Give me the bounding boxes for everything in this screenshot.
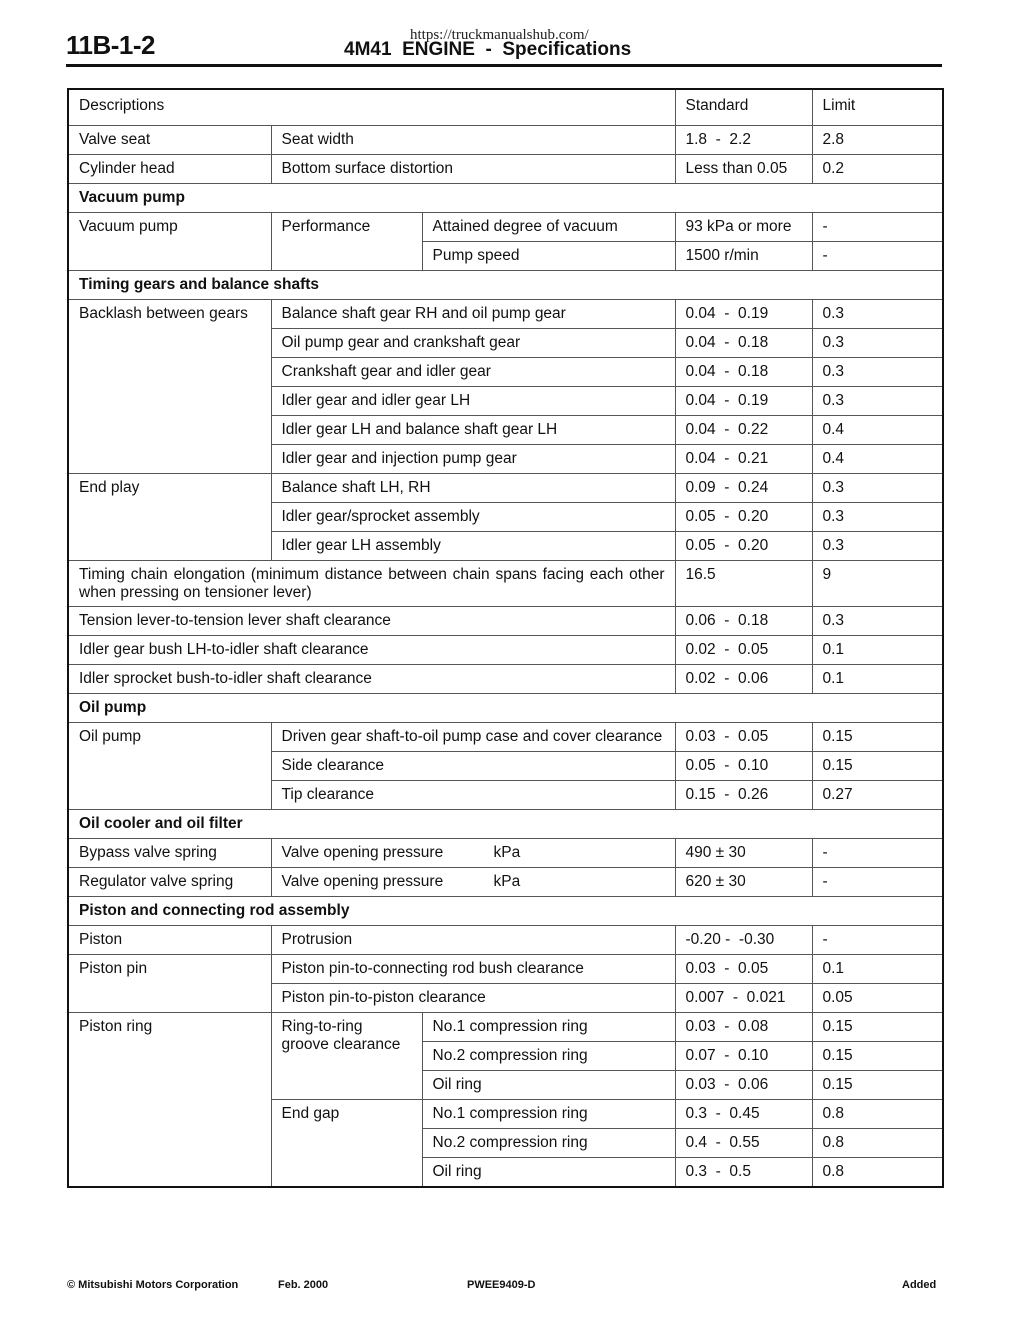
limit-cell: 0.3 — [812, 503, 943, 532]
param-cell: Idler gear/sprocket assembly — [271, 503, 675, 532]
param-cell: Idler gear LH and balance shaft gear LH — [271, 416, 675, 445]
limit-cell: 0.15 — [812, 1013, 943, 1042]
header-descriptions: Descriptions — [68, 89, 675, 126]
sub-param-cell: No.2 compression ring — [422, 1129, 675, 1158]
item-cell: Piston pin — [68, 955, 271, 1013]
item-cell: Backlash between gears — [68, 300, 271, 474]
param-cell: Protrusion — [271, 926, 675, 955]
limit-cell: 0.3 — [812, 329, 943, 358]
footer-status: Added — [902, 1279, 937, 1291]
standard-cell: 0.03 - 0.05 — [675, 955, 812, 984]
sub-param-cell: Pump speed — [422, 242, 675, 271]
limit-cell: 0.15 — [812, 752, 943, 781]
section-row — [68, 694, 943, 723]
footer-code: PWEE9409-D — [467, 1279, 536, 1291]
standard-cell: 0.02 - 0.05 — [675, 636, 812, 665]
limit-cell: 0.8 — [812, 1129, 943, 1158]
param-cell: Seat width — [271, 126, 675, 155]
standard-cell: Less than 0.05 — [675, 155, 812, 184]
specifications-table — [67, 88, 944, 1188]
table-row — [68, 474, 943, 503]
standard-cell: 0.05 - 0.20 — [675, 503, 812, 532]
standard-cell: 490 ± 30 — [675, 839, 812, 868]
table-row — [68, 213, 943, 242]
table-row — [68, 665, 943, 694]
standard-cell: 0.04 - 0.19 — [675, 300, 812, 329]
section-row — [68, 271, 943, 300]
sub-param-cell: No.1 compression ring — [422, 1100, 675, 1129]
param-cell — [271, 868, 675, 897]
standard-cell: 16.5 — [675, 561, 812, 607]
standard-cell: 0.04 - 0.19 — [675, 387, 812, 416]
table-row — [68, 1013, 943, 1042]
item-cell: Bypass valve spring — [68, 839, 271, 868]
limit-cell: 9 — [812, 561, 943, 607]
item-cell: Oil pump — [68, 723, 271, 810]
page-number: 11B-1-2 — [66, 30, 155, 60]
table-header-row — [68, 89, 943, 126]
item-cell: End play — [68, 474, 271, 561]
standard-cell: 0.07 - 0.10 — [675, 1042, 812, 1071]
limit-cell: 0.2 — [812, 155, 943, 184]
standard-cell: 0.03 - 0.08 — [675, 1013, 812, 1042]
standard-cell: 1.8 - 2.2 — [675, 126, 812, 155]
table-row — [68, 300, 943, 329]
limit-cell: - — [812, 213, 943, 242]
param-cell: End gap — [271, 1100, 422, 1188]
description-cell: Tension lever-to-tension lever shaft clearance — [68, 607, 675, 636]
limit-cell: 0.1 — [812, 636, 943, 665]
section-row — [68, 897, 943, 926]
table-row — [68, 926, 943, 955]
standard-cell: 0.007 - 0.021 — [675, 984, 812, 1013]
param-cell: Oil pump gear and crankshaft gear — [271, 329, 675, 358]
param-cell: Piston pin-to-connecting rod bush clearance — [271, 955, 675, 984]
item-cell: Piston ring — [68, 1013, 271, 1188]
param-cell: Idler gear LH assembly — [271, 532, 675, 561]
limit-cell: 2.8 — [812, 126, 943, 155]
param-cell: Driven gear shaft-to-oil pump case and cover clearance — [271, 723, 675, 752]
sub-param-cell: No.1 compression ring — [422, 1013, 675, 1042]
limit-cell: 0.8 — [812, 1158, 943, 1188]
limit-cell: 0.3 — [812, 532, 943, 561]
limit-cell: 0.4 — [812, 416, 943, 445]
standard-cell: 0.15 - 0.26 — [675, 781, 812, 810]
sub-param-cell: No.2 compression ring — [422, 1042, 675, 1071]
standard-cell: 0.3 - 0.45 — [675, 1100, 812, 1129]
section-title: Timing gears and balance shafts — [68, 271, 943, 300]
table-row — [68, 607, 943, 636]
param-cell: Piston pin-to-piston clearance — [271, 984, 675, 1013]
limit-cell: 0.3 — [812, 607, 943, 636]
table-row — [68, 955, 943, 984]
footer-date: Feb. 2000 — [278, 1279, 329, 1291]
limit-cell: 0.1 — [812, 665, 943, 694]
table-row — [68, 155, 943, 184]
param-cell: Balance shaft gear RH and oil pump gear — [271, 300, 675, 329]
header-limit: Limit — [812, 89, 943, 126]
limit-cell: 0.15 — [812, 723, 943, 752]
limit-cell: 0.27 — [812, 781, 943, 810]
section-title: Oil cooler and oil filter — [68, 810, 943, 839]
table-row — [68, 636, 943, 665]
table-row — [68, 839, 943, 868]
header-rule — [66, 64, 942, 67]
limit-cell: - — [812, 868, 943, 897]
limit-cell: 0.15 — [812, 1071, 943, 1100]
limit-cell: - — [812, 242, 943, 271]
standard-cell: 0.04 - 0.18 — [675, 358, 812, 387]
limit-cell: - — [812, 926, 943, 955]
limit-cell: 0.3 — [812, 474, 943, 503]
limit-cell: 0.3 — [812, 387, 943, 416]
standard-cell: 0.4 - 0.55 — [675, 1129, 812, 1158]
item-cell: Regulator valve spring — [68, 868, 271, 897]
standard-cell: -0.20 - -0.30 — [675, 926, 812, 955]
param-cell: Ring-to-ring groove clearance — [271, 1013, 422, 1100]
sub-param-cell: Oil ring — [422, 1071, 675, 1100]
table-row — [68, 126, 943, 155]
standard-cell: 0.3 - 0.5 — [675, 1158, 812, 1188]
limit-cell: 0.05 — [812, 984, 943, 1013]
unit-label: kPa — [493, 873, 521, 890]
standard-cell: 0.04 - 0.22 — [675, 416, 812, 445]
table-row — [68, 868, 943, 897]
section-row — [68, 184, 943, 213]
section-title: Vacuum pump — [68, 184, 943, 213]
standard-cell: 0.03 - 0.06 — [675, 1071, 812, 1100]
unit-label: kPa — [493, 844, 521, 861]
limit-cell: - — [812, 839, 943, 868]
standard-cell: 0.09 - 0.24 — [675, 474, 812, 503]
limit-cell: 0.1 — [812, 955, 943, 984]
limit-cell: 0.3 — [812, 300, 943, 329]
description-cell: Idler gear bush LH-to-idler shaft clearance — [68, 636, 675, 665]
param-cell: Performance — [271, 213, 422, 271]
param-cell — [271, 839, 675, 868]
standard-cell: 0.03 - 0.05 — [675, 723, 812, 752]
description-cell: Idler sprocket bush-to-idler shaft clearance — [68, 665, 675, 694]
param-cell: Balance shaft LH, RH — [271, 474, 675, 503]
description-cell: Timing chain elongation (minimum distance between chain spans facing each other when pressing on tensioner lever) — [68, 561, 675, 607]
page-title: 4M41 ENGINE - Specifications — [344, 39, 632, 60]
section-title: Piston and connecting rod assembly — [68, 897, 943, 926]
source-url: https://truckmanualshub.com/ — [410, 27, 589, 43]
standard-cell: 0.04 - 0.21 — [675, 445, 812, 474]
limit-cell: 0.3 — [812, 358, 943, 387]
standard-cell: 0.05 - 0.20 — [675, 532, 812, 561]
table-row — [68, 561, 943, 607]
standard-cell: 0.06 - 0.18 — [675, 607, 812, 636]
section-title: Oil pump — [68, 694, 943, 723]
item-cell: Cylinder head — [68, 155, 271, 184]
param-label: Valve opening pressure — [281, 873, 444, 890]
param-cell: Tip clearance — [271, 781, 675, 810]
sub-param-cell: Oil ring — [422, 1158, 675, 1188]
standard-cell: 0.04 - 0.18 — [675, 329, 812, 358]
limit-cell: 0.8 — [812, 1100, 943, 1129]
param-cell: Crankshaft gear and idler gear — [271, 358, 675, 387]
standard-cell: 0.02 - 0.06 — [675, 665, 812, 694]
footer-copyright: © Mitsubishi Motors Corporation — [67, 1279, 239, 1291]
header-standard: Standard — [675, 89, 812, 126]
table-row — [68, 723, 943, 752]
param-cell: Bottom surface distortion — [271, 155, 675, 184]
standard-cell: 0.05 - 0.10 — [675, 752, 812, 781]
standard-cell: 93 kPa or more — [675, 213, 812, 242]
standard-cell: 620 ± 30 — [675, 868, 812, 897]
param-cell: Idler gear and idler gear LH — [271, 387, 675, 416]
limit-cell: 0.15 — [812, 1042, 943, 1071]
limit-cell: 0.4 — [812, 445, 943, 474]
param-cell: Idler gear and injection pump gear — [271, 445, 675, 474]
item-cell: Piston — [68, 926, 271, 955]
item-cell: Vacuum pump — [68, 213, 271, 271]
param-cell: Side clearance — [271, 752, 675, 781]
standard-cell: 1500 r/min — [675, 242, 812, 271]
item-cell: Valve seat — [68, 126, 271, 155]
param-label: Valve opening pressure — [281, 844, 444, 861]
section-row — [68, 810, 943, 839]
sub-param-cell: Attained degree of vacuum — [422, 213, 675, 242]
